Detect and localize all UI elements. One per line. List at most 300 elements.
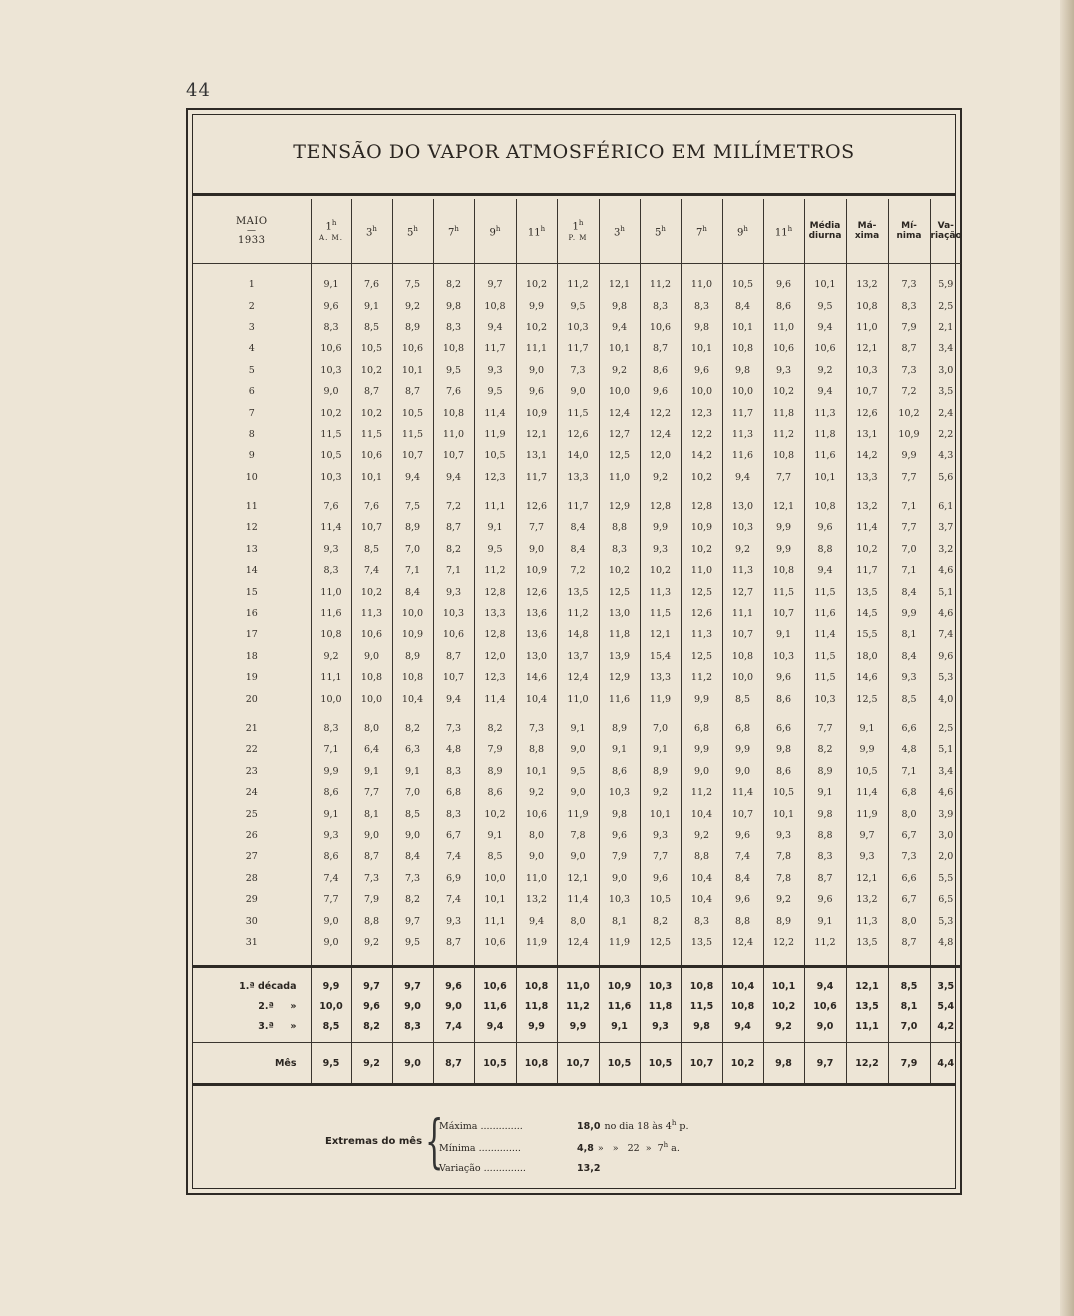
table-cell: 11,7 bbox=[516, 467, 557, 488]
table-cell: 3,2 bbox=[930, 539, 961, 560]
table-cell: 9,4 bbox=[804, 967, 846, 997]
table-cell: 15,4 bbox=[640, 646, 681, 667]
day-number: 20 bbox=[245, 693, 258, 705]
table-cell: 8,9 bbox=[599, 710, 640, 739]
table-cell: 10,8 bbox=[433, 338, 474, 359]
table-cell: 13,3 bbox=[557, 467, 599, 488]
table-cell: 7,3 bbox=[557, 360, 599, 381]
table-cell: 10,4 bbox=[722, 967, 763, 997]
table-cell: 7,7 bbox=[888, 517, 930, 538]
table-cell: 9,4 bbox=[804, 381, 846, 402]
table-cell: 12,4 bbox=[599, 402, 640, 423]
table-cell: 7,3 bbox=[888, 264, 930, 296]
hour-label bbox=[641, 224, 681, 238]
table-cell: 7,8 bbox=[763, 868, 804, 889]
table-cell: 9,1 bbox=[846, 710, 888, 739]
table-cell: 8,5 bbox=[888, 967, 930, 997]
table-row bbox=[193, 539, 961, 560]
extreme-desc-period: a. bbox=[668, 1143, 680, 1155]
table-cell: 7,7 bbox=[640, 846, 681, 867]
table-cell: 11,2 bbox=[557, 996, 599, 1016]
table-cell: 9,0 bbox=[392, 825, 433, 846]
table-cell: 10,7 bbox=[846, 381, 888, 402]
table-cell: 9,0 bbox=[311, 381, 351, 402]
table-cell: 11,1 bbox=[846, 1016, 888, 1043]
extreme-row bbox=[439, 1141, 680, 1154]
table-cell: 11,2 bbox=[557, 603, 599, 624]
table-cell: 13,5 bbox=[557, 581, 599, 602]
table-cell: 10,6 bbox=[474, 967, 516, 997]
table-cell: 9,9 bbox=[516, 1016, 557, 1043]
table-cell: 9,2 bbox=[681, 825, 722, 846]
table-cell: 11,7 bbox=[722, 402, 763, 423]
stat-label bbox=[889, 221, 930, 241]
table-cell: 8,4 bbox=[392, 846, 433, 867]
stat-label-line: Média bbox=[809, 221, 841, 231]
day-number: 24 bbox=[245, 787, 258, 799]
table-cell: 12,8 bbox=[640, 488, 681, 517]
day-number: 15 bbox=[245, 586, 258, 598]
hour-header bbox=[311, 199, 351, 264]
table-cell: 13,7 bbox=[557, 646, 599, 667]
table-cell: 9,9 bbox=[681, 688, 722, 709]
table-cell: 11,8 bbox=[640, 996, 681, 1016]
table-cell: 9,8 bbox=[681, 317, 722, 338]
table-cell: 13,3 bbox=[846, 467, 888, 488]
table-cell: 7,6 bbox=[351, 488, 392, 517]
table-cell: 9,6 bbox=[311, 295, 351, 316]
day-number: 2 bbox=[248, 300, 255, 312]
table-cell: 10,5 bbox=[763, 782, 804, 803]
table-cell: 6,7 bbox=[433, 825, 474, 846]
extreme-name-text: Mínima bbox=[439, 1143, 476, 1155]
table-cell: 7,7 bbox=[351, 782, 392, 803]
table-cell: 7,7 bbox=[311, 889, 351, 910]
table-cell: 8,3 bbox=[433, 803, 474, 824]
table-cell: 11,0 bbox=[516, 868, 557, 889]
table-cell: 18,0 bbox=[846, 646, 888, 667]
table-cell: 11,5 bbox=[640, 603, 681, 624]
table-row bbox=[193, 868, 961, 889]
table-cell: 10,7 bbox=[433, 667, 474, 688]
hour-period: P. M bbox=[568, 233, 588, 242]
table-cell: 8,5 bbox=[888, 688, 930, 709]
table-cell: 10,3 bbox=[557, 317, 599, 338]
table-cell: 10,8 bbox=[351, 667, 392, 688]
table-title: TENSÃO DO VAPOR ATMOSFÉRICO EM MILÍMETROS bbox=[293, 141, 855, 163]
day-number: 3 bbox=[248, 321, 255, 333]
table-cell: 12,0 bbox=[640, 445, 681, 466]
table-cell: 12,4 bbox=[557, 932, 599, 967]
page-number: 44 bbox=[186, 80, 211, 101]
table-cell: 8,8 bbox=[351, 910, 392, 931]
table-cell: 8,8 bbox=[722, 910, 763, 931]
table-cell: 12,5 bbox=[846, 688, 888, 709]
table-cell: 6,8 bbox=[681, 710, 722, 739]
table-cell: 9,7 bbox=[392, 910, 433, 931]
month-label: Mês bbox=[193, 1043, 311, 1084]
table-cell: 5,4 bbox=[930, 996, 961, 1016]
day-number: 8 bbox=[248, 428, 255, 440]
hour-period: A. M. bbox=[319, 233, 343, 242]
table-cell: 11,9 bbox=[846, 803, 888, 824]
table-row bbox=[193, 624, 961, 645]
title-divider bbox=[193, 193, 955, 196]
table-cell: 9,3 bbox=[640, 1016, 681, 1043]
table-cell: 9,2 bbox=[351, 932, 392, 967]
table-cell: 14,2 bbox=[846, 445, 888, 466]
table-cell: 12,8 bbox=[474, 581, 516, 602]
table-cell: 13,2 bbox=[846, 264, 888, 296]
table-cell: 9,7 bbox=[474, 264, 516, 296]
table-cell: 11,9 bbox=[516, 932, 557, 967]
table-cell: 14,5 bbox=[846, 603, 888, 624]
table-cell: 10,2 bbox=[722, 1043, 763, 1084]
hour-label bbox=[434, 224, 474, 238]
table-row bbox=[193, 710, 961, 739]
table-cell: 9,2 bbox=[311, 646, 351, 667]
table-cell: 7,3 bbox=[351, 868, 392, 889]
table-cell: 9,0 bbox=[516, 360, 557, 381]
table-row bbox=[193, 381, 961, 402]
table-cell: 9,4 bbox=[392, 467, 433, 488]
table-cell: 11,2 bbox=[474, 560, 516, 581]
table-row bbox=[193, 761, 961, 782]
hour-label bbox=[682, 224, 722, 238]
table-cell: 10,2 bbox=[516, 317, 557, 338]
table-cell: 5,5 bbox=[930, 868, 961, 889]
hour-suffix: h bbox=[578, 219, 584, 228]
table-cell: 8,9 bbox=[804, 761, 846, 782]
table-cell: 9,0 bbox=[557, 739, 599, 760]
table-cell: 9,2 bbox=[640, 782, 681, 803]
hour-header bbox=[351, 199, 392, 264]
table-cell: 10,0 bbox=[351, 688, 392, 709]
table-cell: 10,5 bbox=[599, 1043, 640, 1084]
table-cell: 12,5 bbox=[599, 445, 640, 466]
table-cell: 7,4 bbox=[433, 889, 474, 910]
table-cell: 9,2 bbox=[722, 539, 763, 560]
table-cell: 10,4 bbox=[392, 688, 433, 709]
table-cell: 10,0 bbox=[311, 996, 351, 1016]
table-cell: 9,1 bbox=[311, 264, 351, 296]
extreme-desc-text: no dia 18 às 4 bbox=[604, 1121, 672, 1133]
table-cell: 4,0 bbox=[930, 688, 961, 709]
table-cell: 4,6 bbox=[930, 560, 961, 581]
table-cell: 9,9 bbox=[681, 739, 722, 760]
table-cell: 7,2 bbox=[888, 381, 930, 402]
extreme-row bbox=[439, 1119, 688, 1132]
table-cell: 9,6 bbox=[763, 667, 804, 688]
table-cell: 11,0 bbox=[681, 560, 722, 581]
table-cell: 9,6 bbox=[681, 360, 722, 381]
table-cell: 11,8 bbox=[516, 996, 557, 1016]
table-cell: 10,5 bbox=[474, 1043, 516, 1084]
table-cell: 7,5 bbox=[392, 488, 433, 517]
table-cell: 12,4 bbox=[640, 424, 681, 445]
table-cell: 9,5 bbox=[557, 295, 599, 316]
table-cell: 7,2 bbox=[557, 560, 599, 581]
table-cell: 6,8 bbox=[433, 782, 474, 803]
table-cell: 9,2 bbox=[763, 1016, 804, 1043]
day-number: 10 bbox=[245, 471, 258, 483]
hour-number: 1 bbox=[325, 221, 332, 233]
hour-suffix: h bbox=[331, 219, 337, 228]
hour-suffix: h bbox=[495, 224, 501, 233]
table-cell: 7,6 bbox=[433, 381, 474, 402]
table-cell: 9,4 bbox=[722, 1016, 763, 1043]
table-cell: 9,3 bbox=[433, 910, 474, 931]
table-cell: 7,1 bbox=[392, 560, 433, 581]
table-cell: 10,1 bbox=[351, 467, 392, 488]
table-cell: 10,6 bbox=[392, 338, 433, 359]
table-cell: 11,6 bbox=[722, 445, 763, 466]
table-cell: 9,1 bbox=[763, 624, 804, 645]
table-cell: 9,1 bbox=[474, 517, 516, 538]
table-cell: 12,2 bbox=[681, 424, 722, 445]
table-cell: 10,5 bbox=[392, 402, 433, 423]
table-cell: 9,5 bbox=[433, 360, 474, 381]
table-cell: 6,6 bbox=[888, 868, 930, 889]
table-cell: 10,6 bbox=[351, 445, 392, 466]
extremes-label: Extremas do mês bbox=[325, 1136, 423, 1147]
table-cell: 9,1 bbox=[351, 761, 392, 782]
table-cell: 8,2 bbox=[392, 889, 433, 910]
table-cell: 12,8 bbox=[681, 488, 722, 517]
table-cell: 7,6 bbox=[351, 264, 392, 296]
table-cell: 3,4 bbox=[930, 761, 961, 782]
stat-label-line: Mí- bbox=[901, 221, 917, 231]
table-cell: 10,3 bbox=[846, 360, 888, 381]
table-cell: 3,7 bbox=[930, 517, 961, 538]
table-cell: 9,0 bbox=[557, 782, 599, 803]
stat-label bbox=[805, 221, 846, 241]
table-cell: 9,8 bbox=[433, 295, 474, 316]
table-cell: 9,3 bbox=[474, 360, 516, 381]
table-cell: 11,3 bbox=[846, 910, 888, 931]
table-cell: 7,7 bbox=[516, 517, 557, 538]
hour-number: 5 bbox=[407, 227, 414, 239]
table-cell: 11,7 bbox=[557, 488, 599, 517]
table-cell: 7,0 bbox=[392, 539, 433, 560]
table-row bbox=[193, 603, 961, 624]
table-cell: 6,1 bbox=[930, 488, 961, 517]
table-cell: 10,6 bbox=[763, 338, 804, 359]
table-cell: 8,6 bbox=[763, 688, 804, 709]
table-cell: 14,0 bbox=[557, 445, 599, 466]
daily-values bbox=[193, 264, 961, 967]
table-cell: 6,6 bbox=[888, 710, 930, 739]
table-cell: 12,6 bbox=[557, 424, 599, 445]
table-cell: 10,2 bbox=[640, 560, 681, 581]
table-cell: 8,6 bbox=[599, 761, 640, 782]
table-cell: 10,8 bbox=[474, 295, 516, 316]
table-cell: 10,1 bbox=[763, 967, 804, 997]
table-cell: 11,5 bbox=[804, 646, 846, 667]
table-cell: 11,8 bbox=[763, 402, 804, 423]
day-number: 17 bbox=[245, 629, 258, 641]
table-cell: 10,7 bbox=[351, 517, 392, 538]
summary-values bbox=[193, 967, 961, 1084]
table-cell: 9,6 bbox=[930, 646, 961, 667]
table-cell: 8,3 bbox=[311, 710, 351, 739]
table-cell: 9,1 bbox=[804, 782, 846, 803]
table-cell: 9,7 bbox=[804, 1043, 846, 1084]
table-cell: 8,5 bbox=[474, 846, 516, 867]
day-number: 12 bbox=[245, 522, 258, 534]
day-number: 26 bbox=[245, 829, 258, 841]
table-cell: 8,9 bbox=[763, 910, 804, 931]
table-cell: 4,3 bbox=[930, 445, 961, 466]
month-label: MAIO bbox=[235, 216, 268, 227]
table-cell: 7,1 bbox=[888, 761, 930, 782]
table-cell: 9,8 bbox=[763, 739, 804, 760]
table-cell: 8,7 bbox=[888, 932, 930, 967]
table-cell: 7,9 bbox=[474, 739, 516, 760]
table-cell: 12,6 bbox=[681, 603, 722, 624]
table-cell: 9,0 bbox=[557, 846, 599, 867]
table-cell: 8,8 bbox=[516, 739, 557, 760]
table-cell: 10,2 bbox=[351, 402, 392, 423]
table-cell: 9,6 bbox=[804, 517, 846, 538]
stat-label bbox=[847, 221, 888, 241]
table-cell: 10,0 bbox=[722, 667, 763, 688]
table-cell: 11,0 bbox=[433, 424, 474, 445]
table-cell: 10,8 bbox=[392, 667, 433, 688]
vapor-tension-table bbox=[193, 199, 961, 1083]
table-cell: 10,7 bbox=[722, 803, 763, 824]
table-cell: 11,5 bbox=[763, 581, 804, 602]
table-cell: 9,9 bbox=[640, 517, 681, 538]
table-cell: 9,8 bbox=[722, 360, 763, 381]
table-cell: 10,5 bbox=[640, 1043, 681, 1084]
table-cell: 12,1 bbox=[557, 868, 599, 889]
table-cell: 9,9 bbox=[516, 295, 557, 316]
table-cell: 8,9 bbox=[392, 517, 433, 538]
table-cell: 9,9 bbox=[846, 739, 888, 760]
table-cell: 11,5 bbox=[681, 996, 722, 1016]
table-cell: 10,8 bbox=[516, 1043, 557, 1084]
extremes-divider bbox=[193, 1083, 955, 1086]
table-cell: 10,6 bbox=[804, 338, 846, 359]
table-cell: 10,5 bbox=[722, 264, 763, 296]
hour-number: 11 bbox=[527, 227, 541, 239]
month-extremes bbox=[193, 1107, 961, 1181]
table-cell: 3,5 bbox=[930, 967, 961, 997]
table-cell: 8,2 bbox=[433, 539, 474, 560]
day-number: 6 bbox=[248, 386, 255, 398]
table-cell: 10,2 bbox=[311, 402, 351, 423]
table-cell: 10,1 bbox=[392, 360, 433, 381]
table-cell: 9,6 bbox=[351, 996, 392, 1016]
table-cell: 8,6 bbox=[474, 782, 516, 803]
table-cell: 9,3 bbox=[433, 581, 474, 602]
extreme-desc-period: p. bbox=[676, 1121, 689, 1133]
table-cell: 11,0 bbox=[846, 317, 888, 338]
hour-number: 9 bbox=[737, 227, 744, 239]
hour-suffix: h bbox=[702, 224, 707, 233]
table-cell: 11,9 bbox=[474, 424, 516, 445]
table-cell: 11,2 bbox=[681, 667, 722, 688]
table-cell: 6,7 bbox=[888, 889, 930, 910]
table-row bbox=[193, 488, 961, 517]
table-cell: 11,1 bbox=[474, 488, 516, 517]
table-cell: 2,0 bbox=[930, 846, 961, 867]
table-cell: 10,5 bbox=[846, 761, 888, 782]
table-cell: 8,6 bbox=[763, 295, 804, 316]
table-cell: 9,4 bbox=[516, 910, 557, 931]
table-cell: 10,3 bbox=[433, 603, 474, 624]
day-number: 30 bbox=[245, 915, 258, 927]
table-cell: 7,0 bbox=[640, 710, 681, 739]
table-cell: 10,2 bbox=[763, 996, 804, 1016]
table-cell: 9,6 bbox=[433, 967, 474, 997]
table-cell: 12,7 bbox=[599, 424, 640, 445]
table-cell: 10,0 bbox=[474, 868, 516, 889]
table-cell: 10,8 bbox=[722, 338, 763, 359]
table-cell: 12,1 bbox=[846, 338, 888, 359]
table-cell: 9,4 bbox=[804, 317, 846, 338]
decade-row bbox=[193, 996, 961, 1016]
table-cell: 12,6 bbox=[846, 402, 888, 423]
hour-number: 5 bbox=[655, 227, 662, 239]
table-cell: 12,2 bbox=[846, 1043, 888, 1084]
hour-number: 7 bbox=[448, 227, 455, 239]
table-cell: 7,3 bbox=[392, 868, 433, 889]
hour-suffix: h bbox=[661, 224, 666, 233]
table-cell: 9,2 bbox=[804, 360, 846, 381]
table-cell: 8,3 bbox=[311, 317, 351, 338]
table-cell: 10,1 bbox=[599, 338, 640, 359]
table-cell: 10,2 bbox=[888, 402, 930, 423]
decade-label: 2.ª » bbox=[258, 1000, 297, 1012]
table-cell: 9,6 bbox=[640, 868, 681, 889]
hour-header bbox=[392, 199, 433, 264]
table-cell: 8,1 bbox=[888, 996, 930, 1016]
hour-header bbox=[763, 199, 804, 264]
table-cell: 10,3 bbox=[311, 360, 351, 381]
decade-row bbox=[193, 1016, 961, 1043]
table-cell: 11,5 bbox=[311, 424, 351, 445]
table-cell: 8,7 bbox=[392, 381, 433, 402]
table-cell: 7,9 bbox=[599, 846, 640, 867]
stat-label-line: nima bbox=[896, 231, 922, 241]
table-cell: 2,5 bbox=[930, 295, 961, 316]
table-cell: 11,2 bbox=[681, 782, 722, 803]
table-cell: 10,0 bbox=[311, 688, 351, 709]
hour-suffix: h bbox=[787, 224, 793, 233]
table-cell: 6,3 bbox=[392, 739, 433, 760]
hour-header bbox=[557, 199, 599, 264]
extreme-row bbox=[439, 1163, 604, 1174]
table-cell: 9,3 bbox=[640, 539, 681, 560]
table-cell: 9,2 bbox=[516, 782, 557, 803]
table-cell: 7,4 bbox=[930, 624, 961, 645]
table-cell: 9,4 bbox=[722, 467, 763, 488]
hour-suffix: h bbox=[743, 224, 748, 233]
table-cell: 3,5 bbox=[930, 381, 961, 402]
table-row bbox=[193, 932, 961, 967]
table-cell: 8,3 bbox=[681, 910, 722, 931]
extreme-name-text: Variação bbox=[439, 1163, 481, 1174]
table-cell: 9,3 bbox=[846, 846, 888, 867]
table-cell: 10,7 bbox=[681, 1043, 722, 1084]
table-cell: 8,7 bbox=[433, 932, 474, 967]
table-cell: 13,2 bbox=[846, 889, 888, 910]
table-cell: 8,1 bbox=[351, 803, 392, 824]
table-cell: 3,0 bbox=[930, 360, 961, 381]
table-cell: 11,9 bbox=[557, 803, 599, 824]
